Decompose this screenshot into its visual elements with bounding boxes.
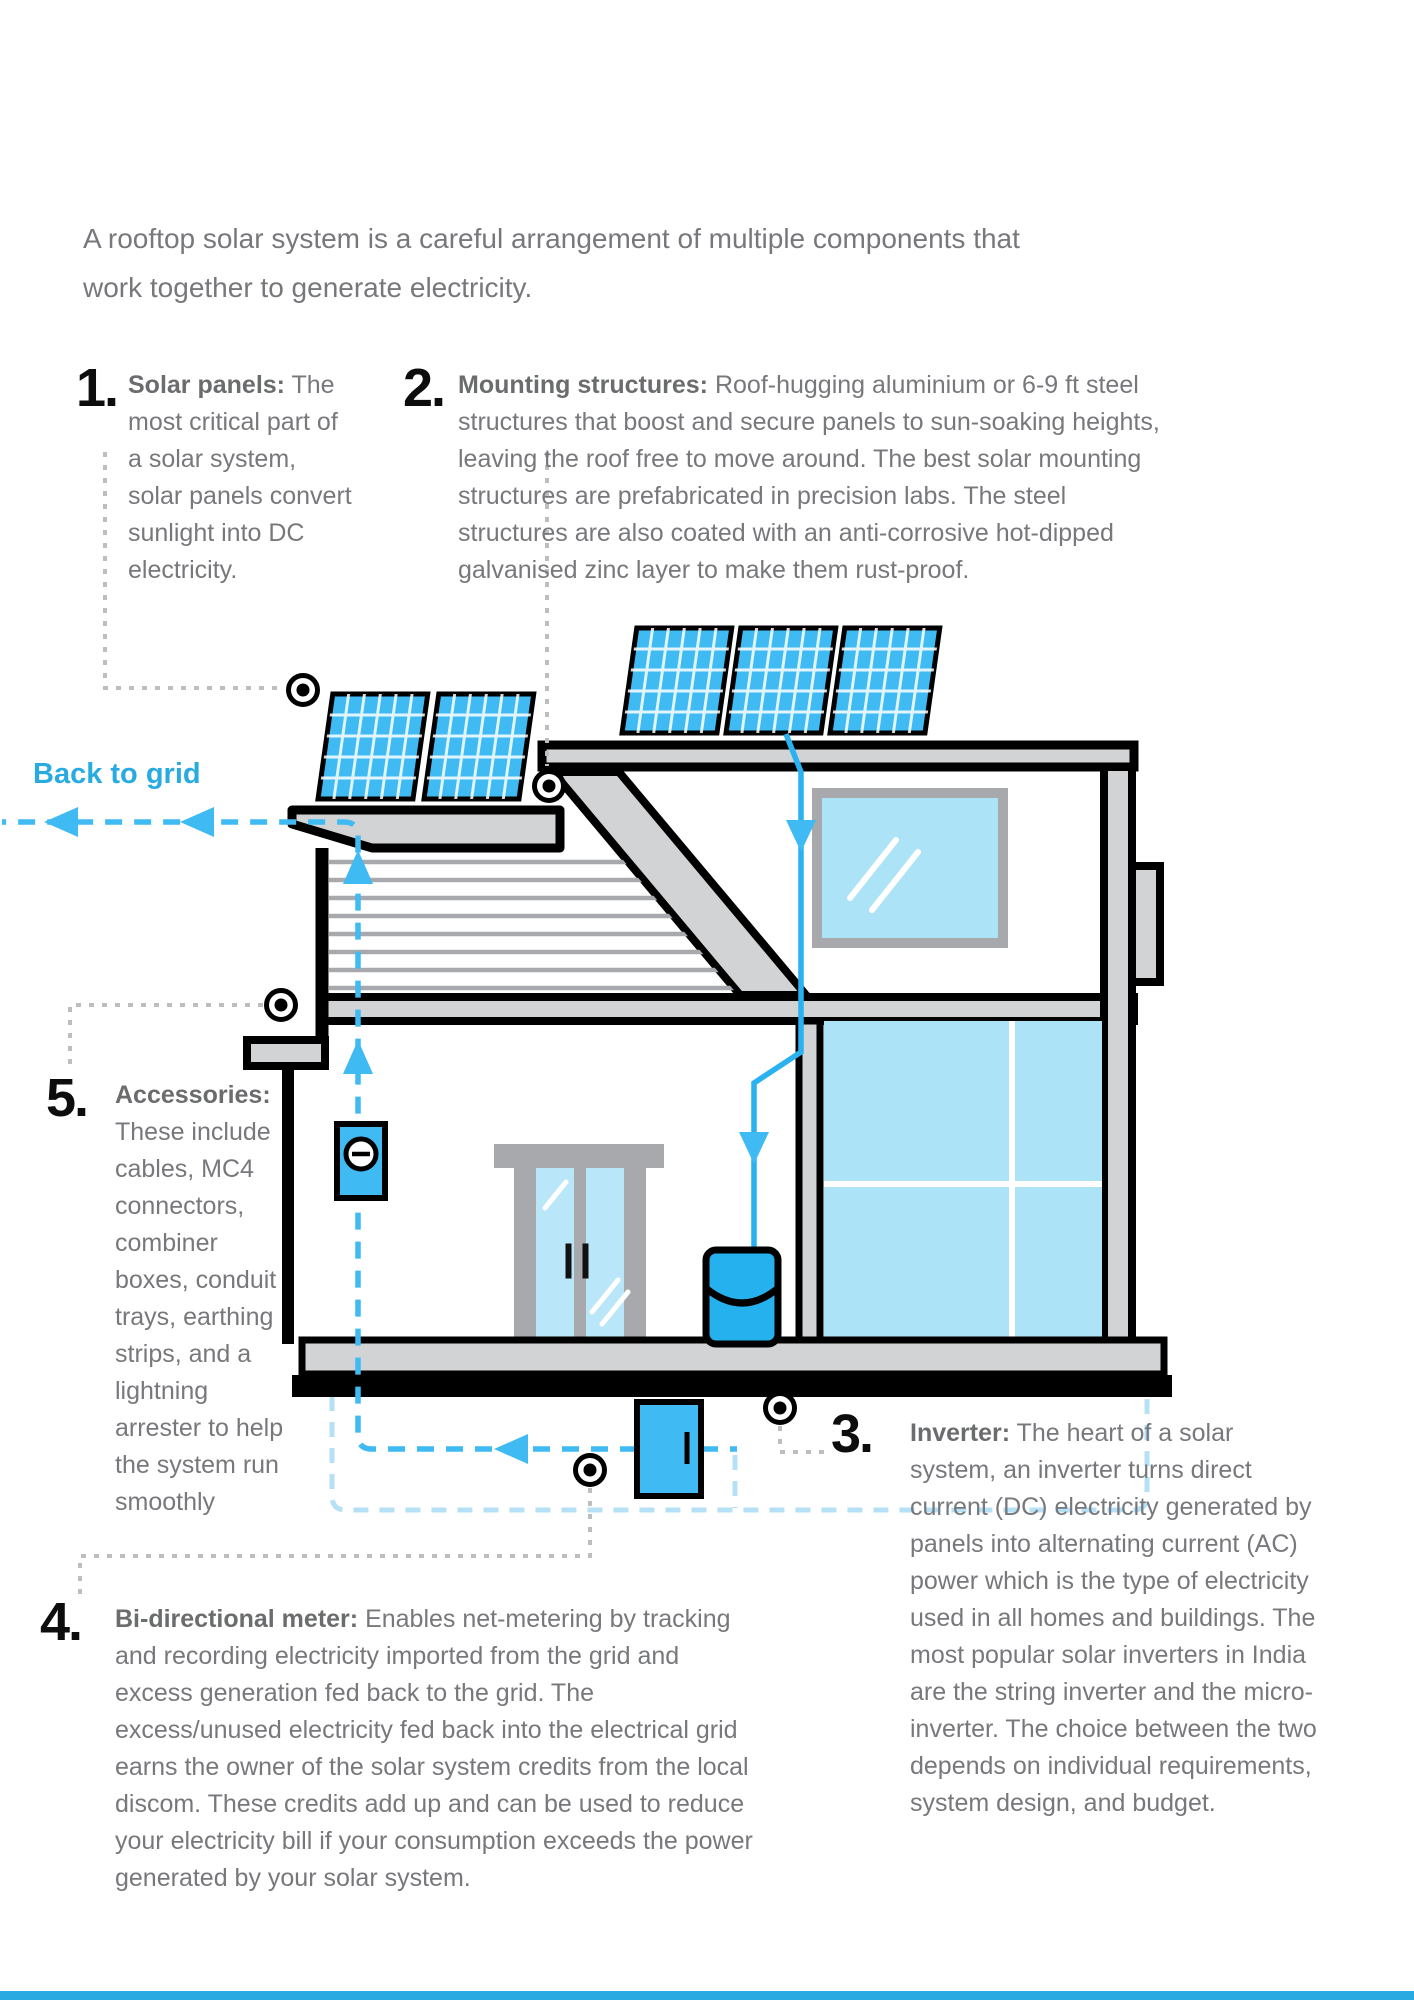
middle-slab [322,997,1134,1021]
item-3-title: Inverter: [910,1419,1011,1447]
marker-dot-4 [576,1456,605,1485]
item-2-body: Roof-hugging aluminium or 6-9 ft steel structures that boost and secure panels to sun-soaking heights, leaving the roof free to move around. The best solar mounting structures are prefabricated in precision labs. The steel structures are also coated with an anti-corrosive hot-dipped galvanised zinc layer to make them rust-proof. [458,371,1160,584]
connector-5 [70,1005,263,1072]
item-2-title: Mounting structures: [458,371,708,399]
meter-icon [637,1402,701,1496]
divider-wall [799,1021,820,1340]
up-arrow-icon [343,1040,373,1074]
item-2-number: 2. [403,358,445,418]
inverter-icon [706,1250,778,1344]
down-arrow-icon [786,820,816,852]
marker-dot-2 [535,772,564,801]
item-5-text [115,1077,285,1521]
up-arrow-icon [343,850,373,884]
back-to-grid-label: Back to grid [33,758,201,790]
item-3-text [910,1415,1318,1822]
item-1-number: 1. [76,358,118,418]
solar-panel-2 [424,694,534,799]
left-arrow-icon [44,807,78,837]
left-arrow-icon [180,807,214,837]
item-2-text [458,367,1178,589]
solar-panel-5 [830,628,940,733]
sloped-roof [553,772,806,995]
item-1-title: Solar panels: [128,371,285,399]
upper-roof [542,745,1134,767]
bottom-accent-bar [0,1991,1414,2000]
item-4-body: Enables net-metering by tracking and recording electricity imported from the grid and excess generation fed back to the grid. The excess/unused electricity fed back into the electrical grid earns the owner of the solar system credits from the local discom. These credits add up and can be used to reduce your electricity bill if your consumption exceeds the power generated by your solar system. [115,1605,753,1892]
marker-dot-3 [766,1394,795,1423]
door-icon [494,1144,664,1344]
item-3-number: 3. [831,1404,873,1464]
connector-3 [780,1426,826,1452]
item-5-number: 5. [46,1068,88,1128]
item-3-body: The heart of a solar system, an inverter turns direct current (DC) electricity generated by panels into alternating current (AC) power which is the type of electricity used in all homes and buildings. The most popular solar inverters in India are the string inverter and the micro-inverter. The choice between the two depends on individual requirements, system design, and budget. [910,1419,1317,1817]
window-icon [817,793,1003,943]
marker-dot-5 [267,991,296,1020]
left-ledge [247,1040,325,1066]
right-wall [1104,767,1132,1344]
item-4-text [115,1601,763,1897]
marker-dot-1 [289,676,318,705]
right-wall-notch [1132,866,1160,982]
item-4-number: 4. [40,1592,82,1652]
item-4-title: Bi-directional meter: [115,1605,359,1633]
solar-panel-4 [726,628,836,733]
item-1-body: The most critical part of a solar system, solar panels convert sunlight into DC electricity. [128,371,352,584]
intro-text: A rooftop solar system is a careful arrangement of multiple components that work together to generate electricity. [83,223,1020,303]
foundation-bar [292,1375,1172,1397]
solar-panels [318,628,940,799]
item-1-text [128,367,356,589]
solar-panel-1 [318,694,428,799]
item-5-body: These include cables, MC4 connectors, combiner boxes, conduit trays, earthing strips, and a lightning arrester to help the system run smoothly [115,1118,284,1516]
down-arrow-icon [739,1132,769,1164]
item-5-title: Accessories: [115,1081,271,1109]
solar-panel-3 [622,628,732,733]
accessory-box-icon [337,1124,385,1198]
left-roof [292,810,560,848]
glass-wall [824,1021,1102,1340]
left-arrow-icon [494,1434,528,1464]
